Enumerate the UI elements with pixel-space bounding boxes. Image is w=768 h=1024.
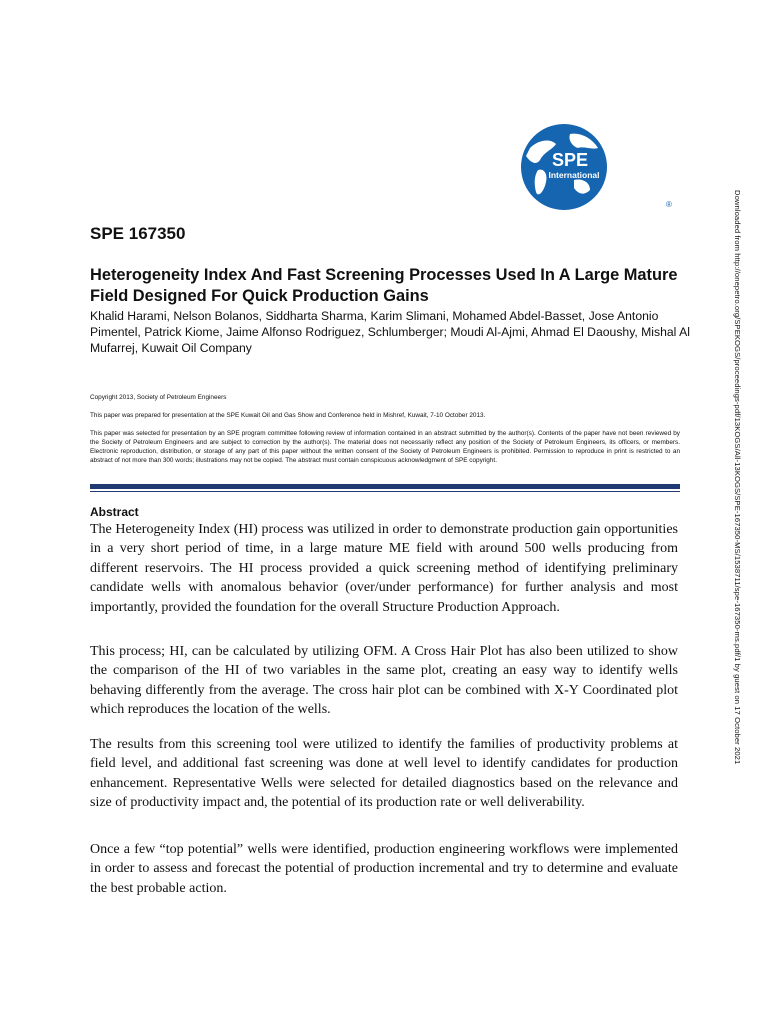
abstract-paragraph: The results from this screening tool were utilized to identify the families of productivity problems at field level, and additional fast screening was done at well level to identify candidates for production enhancement. Representative Wells were selected for detailed diagnostics based on the relevance and size of productivity impact and, the potential of its production rate or well deliverability. bbox=[90, 737, 678, 811]
download-notice: Downloaded from http://onepetro.org/SPEKOGS/proceedings-pdf/13KOGS/All-13KOGS/SPE-167350-MS/1538711/spe-167350-ms.pdf/1 by guest on 17 October 2021 bbox=[733, 190, 742, 765]
logo-text: SPE bbox=[551, 150, 589, 170]
spe-logo bbox=[508, 122, 678, 214]
registered-mark: ® bbox=[666, 200, 672, 209]
selection-notice: This paper was selected for presentation by an SPE program committee following review of information contained in an abstract submitted by the author(s). Contents of the paper have not been reviewed by the Society of Petroleum Engineers and are subject to correction by the author(s). The material does not necessarily reflect any position of the Society of Petroleum Engineers, its officers, or members. Electronic reproduction, distribution, or storage of any part of this paper without the written consent of the Society of Petroleum Engineers is prohibited. Permission to reproduce in print is restricted to an abstract of not more than 300 words; illustrations may not be copied. The abstract must contain conspicuous acknowledgment of SPE copyright. bbox=[90, 430, 680, 464]
abstract-heading: Abstract bbox=[90, 505, 139, 519]
paper-id: SPE 167350 bbox=[90, 224, 186, 243]
abstract-paragraph: The Heterogeneity Index (HI) process was utilized in order to demonstrate production gain opportunities in a very short period of time, in a large mature ME field with around 500 wells producing from different reservoirs. The HI process provided a quick screening method of identifying preliminary candidate wells with anomalous behavior (over/under performance) for further analysis and most importantly, provided the foundation for the overall Structure Production Approach. bbox=[90, 522, 678, 615]
abstract-paragraph: This process; HI, can be calculated by utilizing OFM. A Cross Hair Plot has also been utilized to show the comparison of the HI of two variables in the same plot, creating an easy way to identify wells behaving differently from the average. The cross hair plot can be combined with X-Y Coordinated plot which reproduces the location of the wells. bbox=[90, 644, 678, 718]
paper-title: Heterogeneity Index And Fast Screening Processes Used In A Large Mature Field Designed For Quick Production Gains bbox=[90, 266, 678, 305]
header-divider bbox=[90, 484, 680, 489]
conference-notice: This paper was prepared for presentation at the SPE Kuwait Oil and Gas Show and Conference held in Mishref, Kuwait, 7-10 October 2013. bbox=[90, 412, 486, 419]
logo-subtext: International bbox=[548, 170, 600, 180]
author-list: Khalid Harami, Nelson Bolanos, Siddharta Sharma, Karim Slimani, Mohamed Abdel-Basset, Jose Antonio Pimentel, Patrick Kiome, Jaime Alfonso Rodriguez, Schlumberger; Moudi Al-Ajmi, Ahmad El Daoushy, Mishal Al Mufarrej, Kuwait Oil Company bbox=[90, 309, 690, 355]
abstract-paragraph: Once a few “top potential” wells were identified, production engineering workflows were implemented in order to assess and forecast the potential of production incremental and try to determine and evaluate the best probable action. bbox=[90, 842, 678, 896]
header-divider-thin bbox=[90, 491, 680, 492]
copyright-notice: Copyright 2013, Society of Petroleum Engineers bbox=[90, 394, 227, 401]
